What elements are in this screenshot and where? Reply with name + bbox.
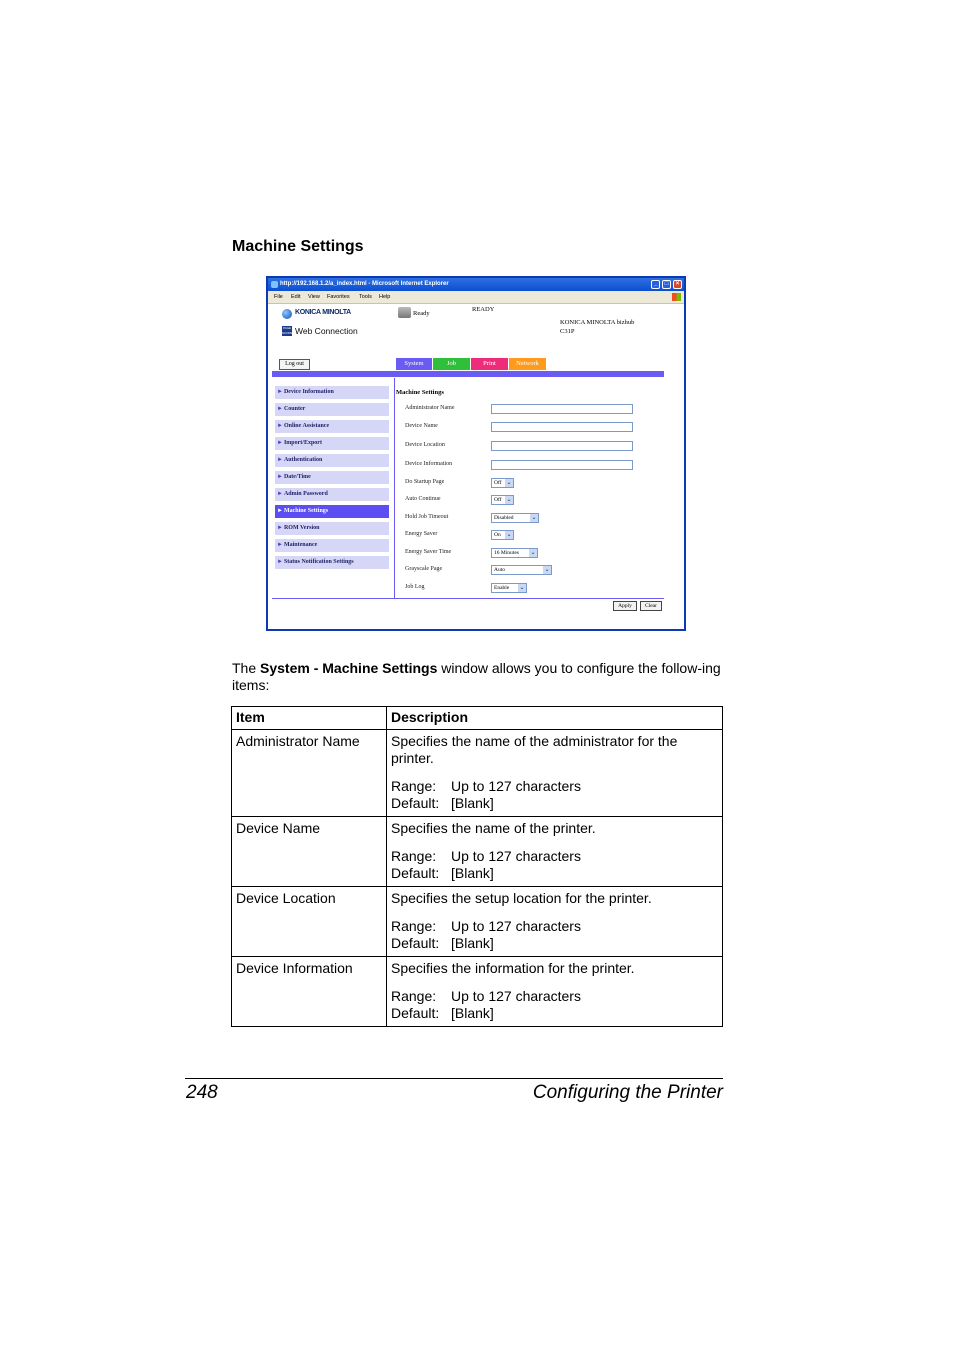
energy-saver-time-select[interactable]: 16 Minutes ⌄: [491, 548, 538, 558]
do-startup-page-label: Do Startup Page: [405, 479, 445, 485]
auto-continue-label: Auto Continue: [405, 496, 441, 502]
do-startup-page-select[interactable]: Off ⌄: [491, 478, 514, 488]
menu-tools[interactable]: Tools: [359, 294, 372, 300]
sidebar-item-date-time[interactable]: ►Date/Time: [275, 471, 389, 484]
sidebar-item-import-export[interactable]: ►Import/Export: [275, 437, 389, 450]
energy-saver-label: Energy Saver: [405, 531, 438, 537]
grayscale-page-label: Grayscale Page: [405, 566, 443, 572]
job-log-select[interactable]: Enable ⌄: [491, 583, 527, 593]
chevron-down-icon: ⌄: [530, 550, 536, 556]
description-cell: Specifies the name of the administrator for the printer. Range: Up to 127 characters Default: [Blank]: [387, 730, 723, 817]
web-connection-title: Web Connection: [295, 326, 358, 336]
header-description: Description: [387, 707, 723, 730]
item-cell: Device Information: [232, 957, 387, 1027]
energy-saver-select[interactable]: On ⌄: [491, 530, 514, 540]
admin-name-label: Administrator Name: [405, 405, 455, 411]
description-cell: Specifies the name of the printer. Range: Up to 127 characters Default: [Blank]: [387, 817, 723, 887]
grayscale-page-select[interactable]: Auto ⌄: [491, 565, 552, 575]
tab-network[interactable]: Network: [509, 358, 546, 370]
device-name-input[interactable]: [491, 422, 633, 432]
device-information-input[interactable]: [491, 460, 633, 470]
logout-button[interactable]: Log out: [279, 359, 310, 370]
description-cell: Specifies the information for the printer. Range: Up to 127 characters Default: [Blank]: [387, 957, 723, 1027]
sidebar-item-machine-settings[interactable]: ►Machine Settings: [275, 505, 389, 518]
energy-saver-time-label: Energy Saver Time: [405, 549, 452, 555]
status-text: READY: [472, 306, 495, 313]
brand-logo: KONICA MINOLTA: [295, 309, 351, 316]
pagescope-icon: PAGE SCOPE: [282, 326, 293, 335]
device-location-input[interactable]: [491, 441, 633, 451]
chevron-down-icon: ⌄: [519, 585, 525, 591]
windows-logo-icon: [672, 293, 681, 301]
sidebar-item-maintenance[interactable]: ►Maintenance: [275, 539, 389, 552]
auto-continue-select[interactable]: Off ⌄: [491, 495, 514, 505]
chevron-down-icon: ⌄: [506, 497, 512, 503]
intro-bold: System - Machine Settings: [260, 660, 438, 676]
tab-system[interactable]: System: [396, 358, 432, 370]
form-bottom-divider: [272, 598, 664, 599]
table-row: [232, 817, 723, 887]
device-information-label: Device Information: [405, 461, 453, 467]
sidebar-item-device-information[interactable]: ►Device Information: [275, 386, 389, 399]
model-line-1: KONICA MINOLTA bizhub: [560, 319, 635, 326]
menu-edit[interactable]: Edit: [291, 294, 301, 300]
item-cell: Device Name: [232, 817, 387, 887]
tab-print[interactable]: Print: [471, 358, 508, 370]
sidebar-item-online-assistance[interactable]: ►Online Assistance: [275, 420, 389, 433]
chevron-down-icon: ⌄: [506, 532, 512, 538]
printer-icon: [398, 307, 411, 318]
intro-paragraph: The System - Machine Settings window allows you to configure the follow-ing items:: [232, 660, 721, 693]
apply-button[interactable]: Apply: [613, 601, 637, 611]
browser-screenshot: [266, 276, 686, 631]
sidebar-item-authentication[interactable]: ►Authentication: [275, 454, 389, 467]
maximize-button[interactable]: □: [662, 280, 671, 289]
chevron-down-icon: ⌄: [506, 480, 512, 486]
items-table: [231, 706, 723, 1027]
model-line-2: C31P: [560, 328, 575, 335]
table-row: [232, 730, 723, 817]
item-cell: Administrator Name: [232, 730, 387, 817]
item-cell: Device Location: [232, 887, 387, 957]
minimize-button[interactable]: _: [651, 280, 660, 289]
section-title: Machine Settings: [232, 238, 364, 255]
window-title: http://192.168.1.2/a_index.html - Microsoft Internet Explorer: [280, 281, 449, 287]
sidebar-item-counter[interactable]: ►Counter: [275, 403, 389, 416]
device-location-label: Device Location: [405, 442, 445, 448]
menu-help[interactable]: Help: [379, 294, 391, 300]
menu-file[interactable]: File: [274, 294, 283, 300]
window-titlebar: [268, 278, 684, 291]
form-title: Machine Settings: [396, 389, 444, 396]
footer-rule: [185, 1078, 723, 1079]
description-cell: Specifies the setup location for the printer. Range: Up to 127 characters Default: [Blank]: [387, 887, 723, 957]
ie-icon: [271, 281, 278, 288]
menu-bar: [268, 291, 684, 304]
admin-name-input[interactable]: [491, 404, 633, 414]
content-divider: [394, 378, 395, 598]
ready-label: Ready: [413, 310, 430, 317]
tab-underline: [272, 371, 664, 377]
close-button[interactable]: ×: [673, 280, 682, 289]
table-row: [232, 957, 723, 1027]
menu-view[interactable]: View: [308, 294, 320, 300]
chevron-down-icon: ⌄: [544, 567, 550, 573]
job-log-label: Job Log: [405, 584, 425, 590]
device-name-label: Device Name: [405, 423, 438, 429]
table-row: [232, 887, 723, 957]
hold-job-timeout-label: Hold Job Timeout: [405, 514, 449, 520]
sidebar-item-status-notification-settings[interactable]: ►Status Notification Settings: [275, 556, 389, 569]
chapter-title: Configuring the Printer: [532, 1082, 723, 1103]
page-number: 248: [186, 1082, 218, 1103]
konica-minolta-logo-icon: [282, 309, 292, 319]
hold-job-timeout-select[interactable]: Disabled ⌄: [491, 513, 539, 523]
model-name: [560, 318, 670, 336]
clear-button[interactable]: Clear: [640, 601, 662, 611]
menu-favorites[interactable]: Favorites: [327, 294, 350, 300]
tab-job[interactable]: Job: [433, 358, 470, 370]
chevron-down-icon: ⌄: [531, 515, 537, 521]
sidebar-item-admin-password[interactable]: ►Admin Password: [275, 488, 389, 501]
table-header-row: [232, 707, 723, 730]
header-item: Item: [232, 707, 387, 730]
sidebar-item-rom-version[interactable]: ►ROM Version: [275, 522, 389, 535]
